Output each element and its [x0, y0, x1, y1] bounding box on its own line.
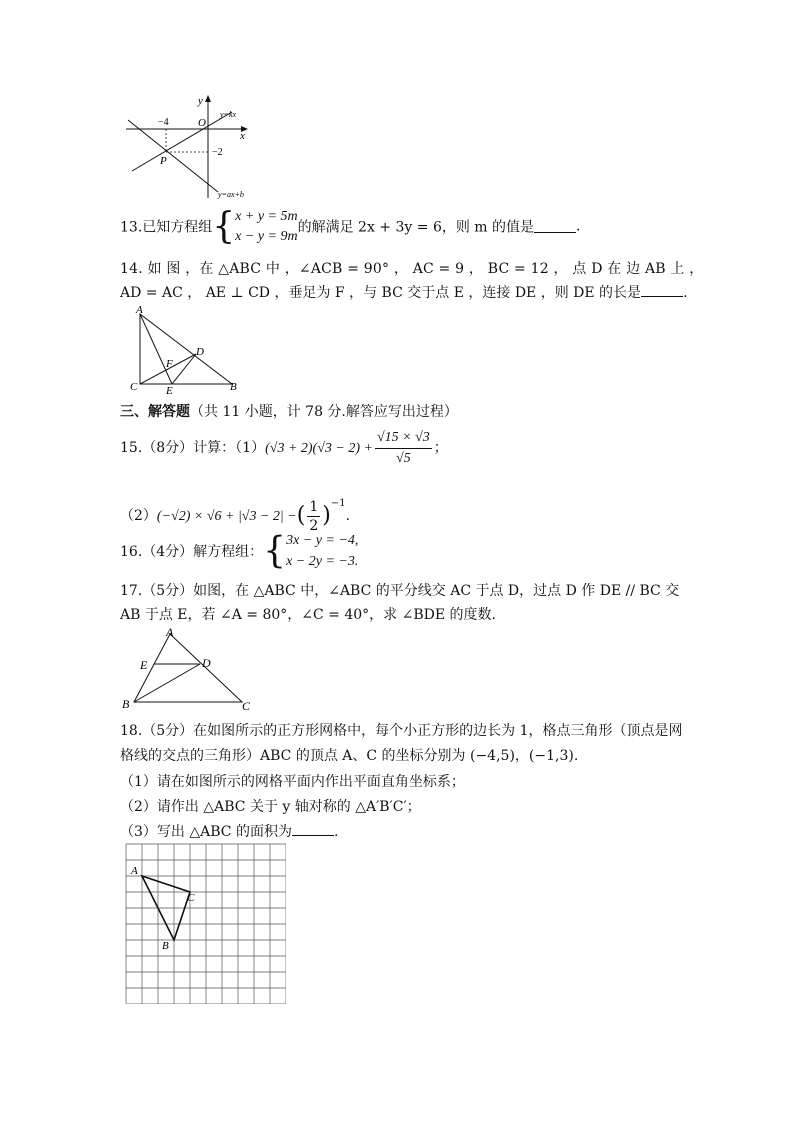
q17-line2: AB 于点 E，若 ∠A = 80°，∠C = 40°，求 ∠BDE 的度数. — [120, 607, 496, 623]
fig12-label-x: x — [240, 130, 245, 142]
q17-line1: 17.（5分）如图，在 △ABC 中，∠ABC 的平分线交 AC 于点 D，过点 D 作 DE // BC 交 — [120, 583, 680, 599]
q14-fig-c: C — [130, 381, 138, 393]
fig12-label-y: y — [198, 95, 203, 107]
q15-fraction — [375, 428, 432, 469]
q15-part2-exp: −1 — [330, 498, 346, 509]
q14-line1: 14. 如 图 ，在 △ABC 中 ，∠ACB = 90° ， AC = 9 ， BC = 12 ， 点 D 在 边 AB 上 ， — [120, 261, 704, 277]
q15-part2-expr: (−√2) × √6 + |√3 − 2| − — [156, 509, 297, 524]
fig12-line-axb: y=ax+b — [218, 190, 244, 199]
q17-fig-a: A — [166, 625, 174, 639]
q13-middle: 的解满足 2x + 3y = 6，则 m 的值是 — [297, 219, 535, 236]
q13-system — [235, 207, 297, 247]
q15-prefix: 15.（8分）计算：（1） — [120, 440, 266, 456]
q13-eq1: x + y = 5m — [235, 208, 298, 224]
q18-fig-b: B — [162, 940, 169, 952]
q14-fig-e: E — [166, 385, 173, 394]
q15-part2-frac-den: 2 — [309, 517, 319, 534]
section3-title: 三、解答题 — [120, 404, 190, 420]
fig12-label-neg4: −4 — [158, 117, 169, 128]
q15-part2-frac-num: 1 — [309, 498, 319, 515]
q18-sub3-end: . — [333, 824, 339, 840]
q16-brace: { — [263, 530, 287, 572]
q14-figure — [126, 302, 246, 394]
q18-grid-figure — [124, 842, 286, 1004]
q17-fig-c: C — [242, 699, 251, 712]
q17-fig-e: E — [140, 658, 148, 672]
q15-part2 — [120, 480, 351, 534]
q17-fig-b: B — [122, 697, 130, 711]
q18-sub3 — [120, 821, 338, 841]
q13-suffix: . — [576, 218, 581, 235]
q17-fig-d: D — [202, 656, 211, 670]
q12-figure — [120, 92, 255, 200]
q13-answer-blank[interactable] — [534, 220, 576, 233]
q15-part1 — [120, 424, 448, 472]
q17-figure — [120, 624, 260, 712]
q18-sub1: （1）请在如图所示的网格平面内作出平面直角坐标系； — [120, 774, 465, 790]
q18-line2: 格线的交点的三角形）ABC 的顶点 A、C 的坐标分别为 (−4,5)，(−1,3). — [120, 748, 579, 764]
grid-lines — [126, 844, 286, 1004]
q18-sub2: （2）请作出 △ABC 关于 y 轴对称的 △A′B′C′； — [120, 799, 421, 815]
q14-fig-d: D — [196, 346, 204, 358]
q14-fig-b: B — [230, 381, 237, 393]
fig12-label-o: O — [198, 117, 206, 129]
section3-heading — [120, 401, 458, 421]
q13-eq2: x − y = 9m — [235, 228, 298, 244]
q14-answer-blank[interactable] — [641, 284, 683, 297]
q16-eq1: 3x − y = −4, — [286, 533, 359, 548]
q15-frac-den: √5 — [396, 450, 411, 466]
section3-note: （共 11 小题，计 78 分.解答应写出过程） — [190, 404, 458, 420]
q18-line1: 18.（5分）在如图所示的正方形网格中，每个小正方形的边长为 1，格点三角形（顶点是网 — [120, 723, 683, 739]
q14-fig-f: F — [166, 358, 173, 370]
q16-system — [286, 530, 358, 572]
fig12-label-neg2: −2 — [212, 147, 223, 158]
q15-frac-num: √15 × √3 — [375, 428, 432, 449]
q13-prefix: 13.已知方程组 — [120, 219, 213, 236]
q14-line2-end: . — [683, 285, 688, 301]
q18-answer-blank[interactable] — [292, 823, 334, 836]
fig12-line-kx: y=kx — [220, 110, 237, 119]
q16-eq2: x − 2y = −3. — [286, 554, 359, 569]
q15-paren-open: ( — [296, 503, 306, 528]
q15-expr-a: (√3 + 2)(√3 − 2) + — [265, 441, 373, 456]
q18-fig-a: A — [131, 865, 138, 877]
q15-part1-end: ； — [433, 440, 448, 456]
q13-brace: { — [212, 206, 236, 247]
fig12-label-p: P — [160, 155, 167, 167]
q18-sub3-text: （3）写出 △ABC 的面积为 — [120, 824, 292, 840]
q14-line2 — [120, 282, 688, 302]
q16 — [120, 530, 358, 576]
q18-fig-c: C — [187, 892, 195, 904]
q15-paren-close: ) — [322, 503, 331, 528]
q15-part2-prefix: （2） — [120, 508, 157, 524]
q13 — [120, 206, 580, 250]
q15-part2-end: . — [345, 508, 351, 524]
q15-part2-fraction — [307, 498, 320, 535]
q14-line2-text: AD = AC ， AE ⊥ CD ，垂足为 F ，与 BC 交于点 E ，连接 DE ，则 DE 的长是 — [120, 285, 642, 301]
q14-fig-a: A — [136, 304, 143, 316]
q16-prefix: 16.（4分）解方程组： — [120, 544, 264, 560]
